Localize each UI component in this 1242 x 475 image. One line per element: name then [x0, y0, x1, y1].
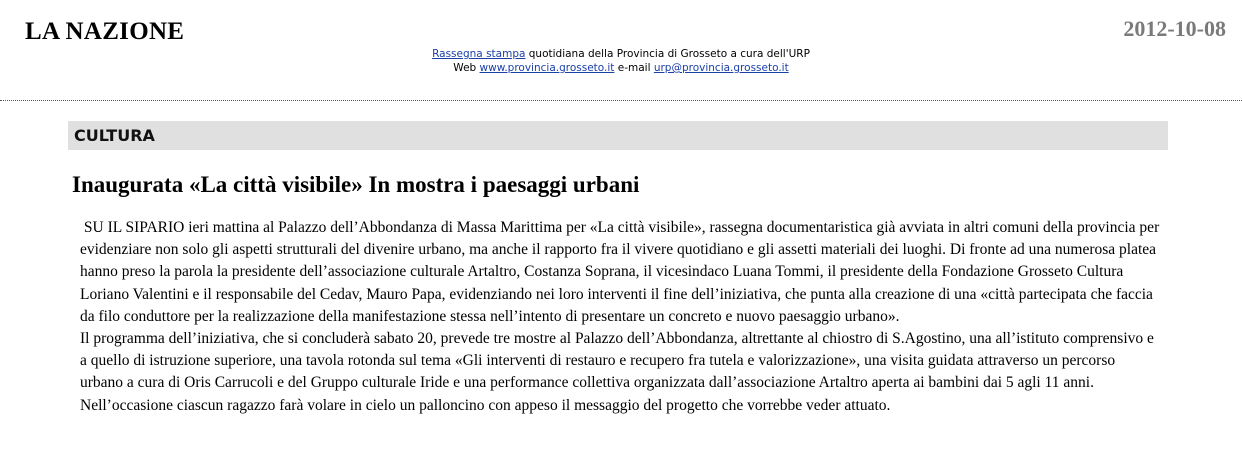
website-link[interactable]: www.provincia.grosseto.it	[479, 62, 615, 74]
press-review-description: quotidiana della Provincia di Grosseto a cura dell'URP	[525, 48, 810, 60]
press-review-info	[0, 47, 1242, 75]
section-label: CULTURA	[74, 126, 155, 145]
page-header	[0, 0, 1242, 101]
article-headline: Inaugurata «La città visibile» In mostra i paesaggi urbani	[72, 172, 640, 197]
article-paragraph: Il programma dell’iniziativa, che si concluderà sabato 20, prevede tre mostre al Palazzo dell’Abbondanza, altrettante al chiostro di S.Agostino, una all’istituto comprensivo e a quello di istruzione superiore, una tavola rotonda sul tema «Gli interventi di restauro e recupero fra tutela e valorizzazione», una visita guidata attraverso un percorso urbano a cura di Oris Carrucoli e del Gruppo culturale Iride e una performance collettiva organizzata dall’associazione Artaltro aperta ai bambini dai 5 agli 11 anni. Nell’occasione ciascun ragazzo farà volare in cielo un palloncino con appeso il messaggio del progetto che vorrebbe veder attuato.	[80, 330, 1154, 414]
email-link[interactable]: urp@provincia.grosseto.it	[653, 62, 789, 74]
contact-line	[0, 61, 1242, 75]
newspaper-masthead: LA NAZIONE	[25, 18, 185, 45]
web-label: Web	[453, 62, 480, 74]
press-review-line	[0, 47, 1242, 61]
article-paragraph: SU IL SIPARIO ieri mattina al Palazzo dell’Abbondanza di Massa Marittima per «La città visibile», rassegna documentaristica già avviata in altri comuni della provincia per evidenziare non solo gli aspetti strutturali del divenire urbano, ma anche il rapporto fra il vivere quotidiano e gli assetti materiali dei luoghi. Di fronte ad una numerosa platea hanno preso la parola la presidente dell’associazione culturale Artaltro, Costanza Soprana, il vicesindaco Luana Tommi, il presidente della Fondazione Grosseto Cultura Loriano Valentini e il responsabile del Cedav, Mauro Papa, evidenziando nei loro interventi il fine dell’iniziativa, che punta alla creazione di una «città partecipata che faccia da filo conduttore per la realizzazione della manifestazione stessa nell’intento di presentare un concreto e nuovo paesaggio urbano».	[80, 219, 1164, 325]
section-bar	[68, 121, 1168, 150]
rassegna-stampa-link[interactable]: Rassegna stampa	[432, 48, 526, 60]
email-label: e-mail	[614, 62, 654, 74]
article-body	[80, 217, 1164, 417]
publication-date: 2012-10-08	[1123, 16, 1226, 41]
